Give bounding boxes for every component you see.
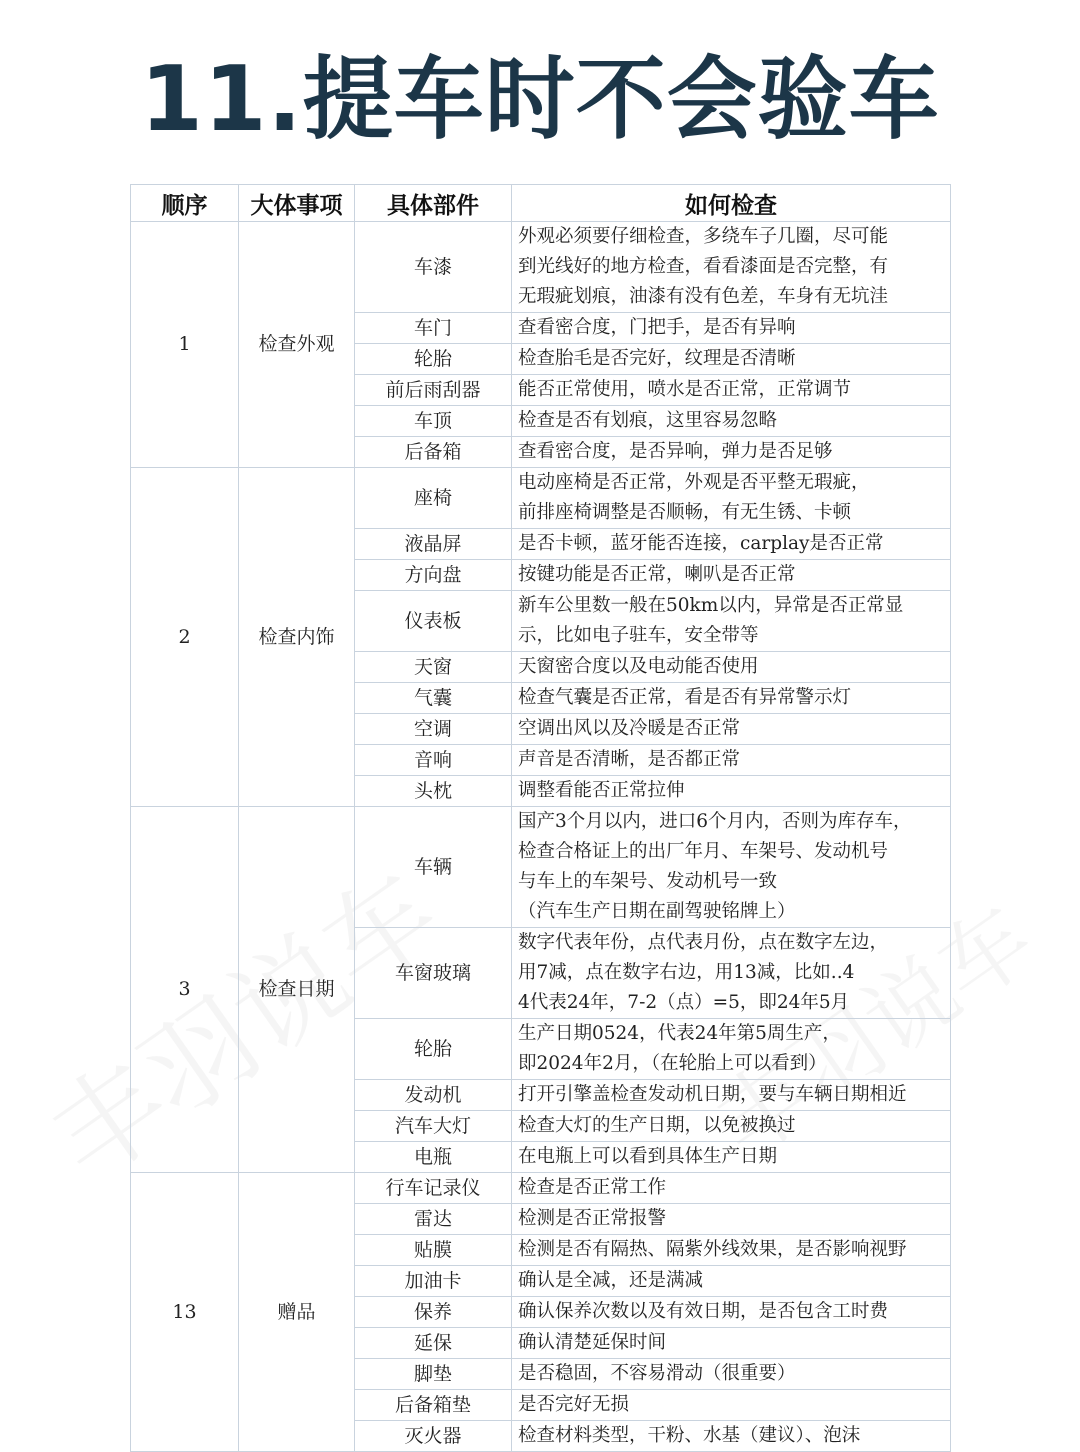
- check-method-line: 外观必须要仔细检查，多绕车子几圈，尽可能: [518, 226, 889, 247]
- part-cell: 脚垫: [355, 1359, 512, 1390]
- check-method-line: 查看密合度，门把手，是否有异响: [518, 317, 796, 338]
- check-method-line: 即2024年2月，（在轮胎上可以看到）: [518, 1053, 827, 1074]
- check-method-line: 生产日期0524，代表24年第5周生产，: [518, 1023, 841, 1044]
- part-cell: 电瓶: [355, 1142, 512, 1173]
- part-cell: 灭火器: [355, 1421, 512, 1452]
- check-method-cell: [512, 1359, 951, 1390]
- check-method-cell: [512, 1421, 951, 1452]
- part-cell: 车漆: [355, 222, 512, 313]
- check-method-line: （汽车生产日期在副驾驶铭牌上）: [518, 901, 796, 922]
- check-method-line: 按键功能是否正常，喇叭是否正常: [518, 564, 796, 585]
- group-category: 检查日期: [239, 807, 355, 1173]
- part-cell: 方向盘: [355, 560, 512, 591]
- check-method-line: 到光线好的地方检查，看看漆面是否完整，有: [518, 256, 889, 277]
- check-method-cell: [512, 776, 951, 807]
- check-method-cell: [512, 1235, 951, 1266]
- table-row: [131, 1173, 951, 1204]
- check-method-line: 查看密合度，是否异响，弹力是否足够: [518, 441, 833, 462]
- check-method-cell: [512, 560, 951, 591]
- part-cell: 空调: [355, 714, 512, 745]
- check-method-line: 检测是否正常报警: [518, 1208, 667, 1229]
- check-method-cell: [512, 468, 951, 529]
- check-method-line: 检查胎毛是否完好，纹理是否清晰: [518, 348, 796, 369]
- check-method-line: 能否正常使用，喷水是否正常，正常调节: [518, 379, 852, 400]
- check-method-line: 检查是否正常工作: [518, 1177, 667, 1198]
- check-method-cell: [512, 807, 951, 928]
- part-cell: 音响: [355, 745, 512, 776]
- check-method-cell: [512, 1390, 951, 1421]
- part-cell: 后备箱垫: [355, 1390, 512, 1421]
- group-seq: 13: [131, 1173, 239, 1452]
- part-cell: 液晶屏: [355, 529, 512, 560]
- group-category: 检查内饰: [239, 468, 355, 807]
- part-cell: 加油卡: [355, 1266, 512, 1297]
- check-method-line: 天窗密合度以及电动能否使用: [518, 656, 759, 677]
- group-category: 赠品: [239, 1173, 355, 1452]
- part-cell: 发动机: [355, 1080, 512, 1111]
- check-method-cell: [512, 683, 951, 714]
- part-cell: 头枕: [355, 776, 512, 807]
- header-check-method: 如何检查: [512, 185, 951, 222]
- check-method-line: 检查是否有划痕，这里容易忽略: [518, 410, 778, 431]
- part-cell: 前后雨刮器: [355, 375, 512, 406]
- inspection-table: [130, 184, 951, 1452]
- check-method-line: 4代表24年，7-2（点）=5，即24年5月: [518, 992, 850, 1013]
- part-cell: 轮胎: [355, 1019, 512, 1080]
- check-method-line: 空调出风以及冷暖是否正常: [518, 718, 741, 739]
- table-row: [131, 468, 951, 529]
- part-cell: 天窗: [355, 652, 512, 683]
- table-header-row: [131, 185, 951, 222]
- check-method-line: 数字代表年份，点代表月份，点在数字左边，: [518, 932, 889, 953]
- check-method-line: 用7减，点在数字右边，用13减，比如..4: [518, 962, 855, 983]
- check-method-cell: [512, 375, 951, 406]
- part-cell: 后备箱: [355, 437, 512, 468]
- check-method-line: 前排座椅调整是否顺畅，有无生锈、卡顿: [518, 502, 852, 523]
- check-method-cell: [512, 1019, 951, 1080]
- check-method-cell: [512, 928, 951, 1019]
- check-method-cell: [512, 222, 951, 313]
- part-cell: 座椅: [355, 468, 512, 529]
- header-part: 具体部件: [355, 185, 512, 222]
- group-seq: 2: [131, 468, 239, 807]
- check-method-line: 确认清楚延保时间: [518, 1332, 667, 1353]
- part-cell: 轮胎: [355, 344, 512, 375]
- check-method-line: 是否卡顿，蓝牙能否连接，carplay是否正常: [518, 533, 884, 554]
- check-method-line: 检查大灯的生产日期，以免被换过: [518, 1115, 796, 1136]
- check-method-line: 调整看能否正常拉伸: [518, 780, 685, 801]
- group-category: 检查外观: [239, 222, 355, 468]
- check-method-cell: [512, 1142, 951, 1173]
- check-method-cell: [512, 1297, 951, 1328]
- part-cell: 汽车大灯: [355, 1111, 512, 1142]
- part-cell: 行车记录仪: [355, 1173, 512, 1204]
- check-method-line: 检测是否有隔热、隔紫外线效果，是否影响视野: [518, 1239, 907, 1260]
- part-cell: 雷达: [355, 1204, 512, 1235]
- check-method-cell: [512, 406, 951, 437]
- part-cell: 仪表板: [355, 591, 512, 652]
- check-method-line: 打开引擎盖检查发动机日期，要与车辆日期相近: [518, 1084, 907, 1105]
- part-cell: 贴膜: [355, 1235, 512, 1266]
- header-category: 大体事项: [239, 185, 355, 222]
- header-seq: 顺序: [131, 185, 239, 222]
- group-seq: 1: [131, 222, 239, 468]
- check-method-line: 确认保养次数以及有效日期，是否包含工时费: [518, 1301, 889, 1322]
- check-method-cell: [512, 745, 951, 776]
- check-method-cell: [512, 529, 951, 560]
- check-method-cell: [512, 313, 951, 344]
- part-cell: 气囊: [355, 683, 512, 714]
- part-cell: 车门: [355, 313, 512, 344]
- check-method-line: 检查合格证上的出厂年月、车架号、发动机号: [518, 841, 889, 862]
- check-method-cell: [512, 437, 951, 468]
- check-method-line: 检查气囊是否正常，看是否有异常警示灯: [518, 687, 852, 708]
- check-method-line: 示，比如电子驻车，安全带等: [518, 625, 759, 646]
- check-method-line: 无瑕疵划痕，油漆有没有色差，车身有无坑洼: [518, 286, 889, 307]
- part-cell: 保养: [355, 1297, 512, 1328]
- part-cell: 车辆: [355, 807, 512, 928]
- check-method-cell: [512, 1204, 951, 1235]
- check-method-cell: [512, 714, 951, 745]
- check-method-line: 是否完好无损: [518, 1394, 630, 1415]
- group-seq: 3: [131, 807, 239, 1173]
- table-row: [131, 807, 951, 928]
- check-method-line: 国产3个月以内，进口6个月内，否则为库存车，: [518, 811, 912, 832]
- check-method-line: 确认是全减，还是满减: [518, 1270, 704, 1291]
- check-method-line: 新车公里数一般在50km以内，异常是否正常显: [518, 595, 904, 616]
- check-method-cell: [512, 1080, 951, 1111]
- check-method-line: 声音是否清晰，是否都正常: [518, 749, 741, 770]
- check-method-line: 在电瓶上可以看到具体生产日期: [518, 1146, 778, 1167]
- part-cell: 车窗玻璃: [355, 928, 512, 1019]
- check-method-cell: [512, 1111, 951, 1142]
- check-method-cell: [512, 1173, 951, 1204]
- check-method-cell: [512, 344, 951, 375]
- page-title: 11.提车时不会验车: [140, 47, 940, 152]
- check-method-cell: [512, 1328, 951, 1359]
- check-method-cell: [512, 1266, 951, 1297]
- table-body: [131, 222, 951, 1452]
- part-cell: 延保: [355, 1328, 512, 1359]
- check-method-line: 是否稳固，不容易滑动（很重要）: [518, 1363, 796, 1384]
- table-row: [131, 222, 951, 313]
- check-method-line: 检查材料类型，干粉、水基（建议）、泡沫: [518, 1425, 861, 1446]
- check-method-cell: [512, 591, 951, 652]
- check-method-line: 与车上的车架号、发动机号一致: [518, 871, 778, 892]
- check-method-line: 电动座椅是否正常，外观是否平整无瑕疵，: [518, 472, 870, 493]
- part-cell: 车顶: [355, 406, 512, 437]
- check-method-cell: [512, 652, 951, 683]
